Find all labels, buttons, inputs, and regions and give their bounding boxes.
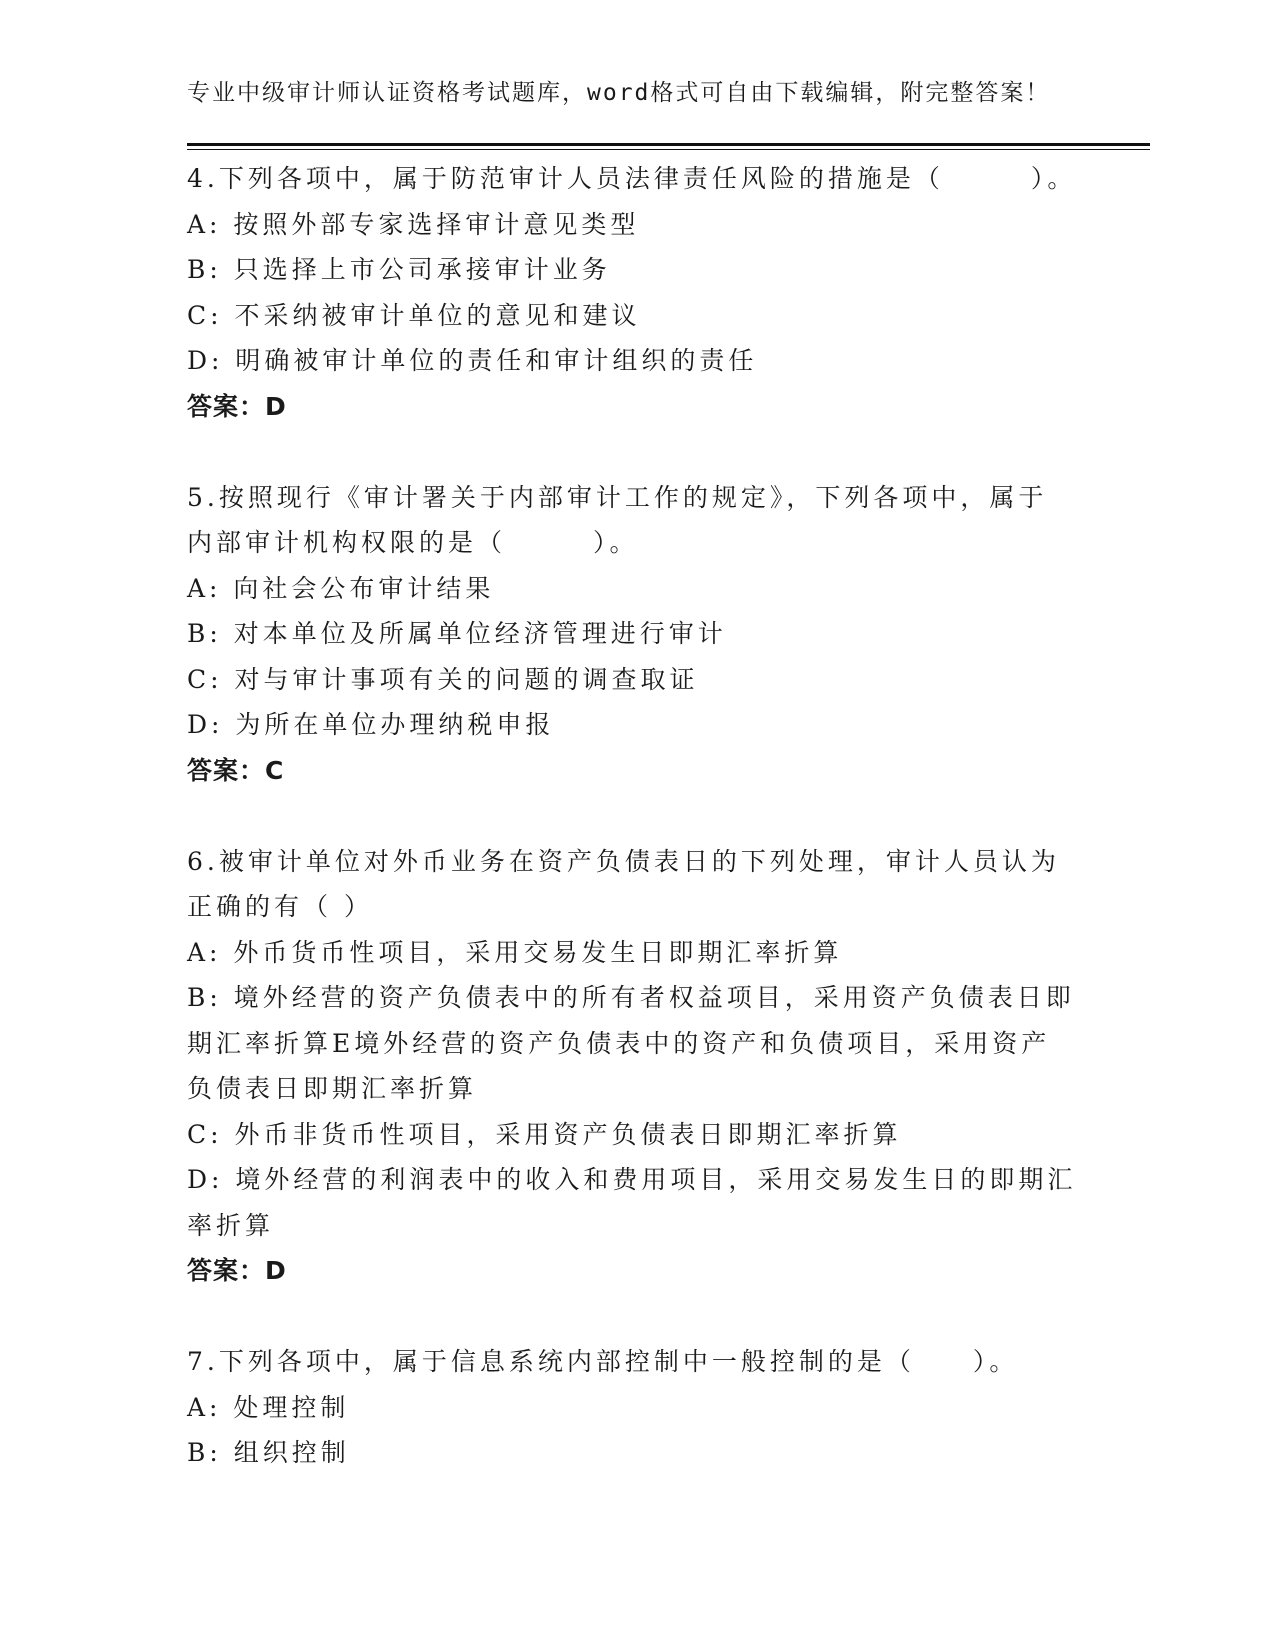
question-4-answer: 答案：D — [187, 391, 287, 421]
question-5-answer: 答案：C — [187, 755, 285, 785]
question-6-option-c: C: 外币非货币性项目，采用资产负债表日即期汇率折算 — [187, 1119, 902, 1149]
question-6-option-a: A: 外币货币性项目，采用交易发生日即期汇率折算 — [187, 937, 843, 967]
question-4-option-b: B: 只选择上市公司承接审计业务 — [187, 255, 611, 284]
question-5 — [187, 475, 1077, 794]
question-5-option-b: B: 对本单位及所属单位经济管理进行审计 — [187, 619, 727, 648]
question-5-option-c: C: 对与审计事项有关的问题的调查取证 — [187, 664, 699, 694]
question-6 — [187, 839, 1077, 1294]
question-6-option-b-line-2: 期汇率折算E境外经营的资产负债表中的资产和负债项目，采用资产 — [187, 1028, 1051, 1058]
question-5-option-d: D: 为所在单位办理纳税申报 — [187, 710, 555, 739]
question-4-option-d: D: 明确被审计单位的责任和审计组织的责任 — [187, 346, 758, 375]
question-6-stem-line-1: 6.被审计单位对外币业务在资产负债表日的下列处理，审计人员认为 — [187, 846, 1060, 876]
question-5-stem-line-2: 内部审计机构权限的是（ ）。 — [187, 528, 639, 557]
question-4-option-a: A: 按照外部专家选择审计意见类型 — [187, 209, 640, 239]
header-rule-thin — [187, 149, 1150, 150]
header-rule-thick — [187, 143, 1150, 146]
question-5-option-a: A: 向社会公布审计结果 — [187, 573, 495, 603]
question-7-option-a: A: 处理控制 — [187, 1392, 350, 1422]
question-6-stem-line-2: 正确的有（ ） — [187, 892, 373, 921]
page-header: 专业中级审计师认证资格考试题库，word格式可自由下载编辑，附完整答案！ — [187, 80, 1051, 106]
question-4 — [187, 156, 1077, 429]
question-6-option-b-line-1: B: 境外经营的资产负债表中的所有者权益项目，采用资产负债表日即 — [187, 983, 1075, 1012]
question-6-answer: 答案：D — [187, 1256, 287, 1285]
question-6-option-d-line-2: 率折算 — [187, 1210, 275, 1240]
question-7 — [187, 1339, 1077, 1476]
question-5-stem-line-1: 5.按照现行《审计署关于内部审计工作的规定》，下列各项中，属于 — [187, 482, 1048, 512]
question-4-option-c: C: 不采纳被审计单位的意见和建议 — [187, 300, 641, 330]
question-6-option-d-line-1: D: 境外经营的利润表中的收入和费用项目，采用交易发生日的即期汇 — [187, 1165, 1077, 1194]
question-list — [187, 156, 1077, 1476]
question-7-option-b: B: 组织控制 — [187, 1438, 350, 1467]
question-7-stem: 7.下列各项中，属于信息系统内部控制中一般控制的是（ ）。 — [187, 1347, 1019, 1376]
question-4-stem: 4.下列各项中，属于防范审计人员法律责任风险的措施是（ ）。 — [187, 164, 1077, 193]
question-6-option-b-line-3: 负债表日即期汇率折算 — [187, 1074, 478, 1103]
